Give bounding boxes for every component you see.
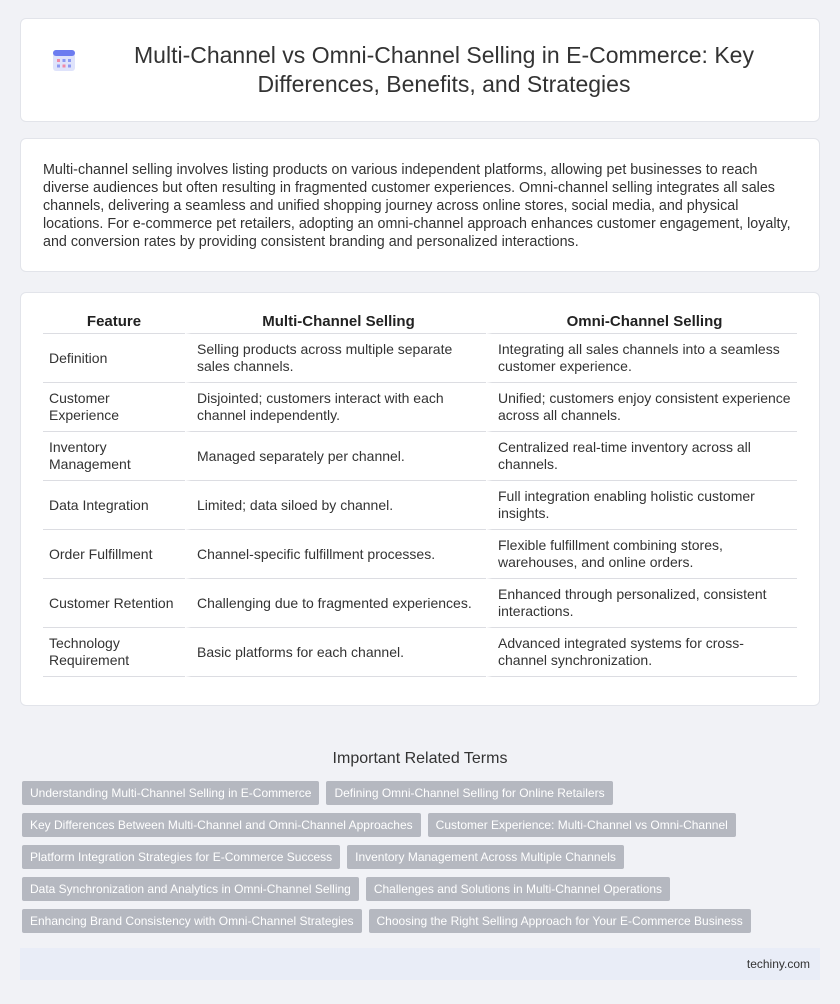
related-term-tag[interactable]: Choosing the Right Selling Approach for Your E-Commerce Business xyxy=(369,909,751,933)
feature-cell: Inventory Management xyxy=(43,432,185,481)
feature-cell: Technology Requirement xyxy=(43,628,185,677)
related-term-tag[interactable]: Platform Integration Strategies for E-Commerce Success xyxy=(22,845,340,869)
header-feature: Feature xyxy=(43,307,185,334)
related-term-tag[interactable]: Defining Omni-Channel Selling for Online Retailers xyxy=(326,781,612,805)
related-terms-list xyxy=(22,781,818,941)
page-footer xyxy=(20,948,820,980)
multi-channel-cell: Channel-specific fulfillment processes. xyxy=(185,530,486,579)
table-row xyxy=(43,334,797,383)
multi-channel-cell: Basic platforms for each channel. xyxy=(185,628,486,677)
feature-cell: Data Integration xyxy=(43,481,185,530)
multi-channel-cell: Selling products across multiple separate sales channels. xyxy=(185,334,486,383)
intro-paragraph: Multi-channel selling involves listing products on various independent platforms, allowing pet businesses to reach diverse audiences but often resulting in fragmented customer experiences. Omni-channel selling integrates all sales channels, delivering a seamless and unified shopping journey across online stores, social media, and physical locations. For e-commerce pet retailers, adopting an omni-channel approach enhances customer engagement, loyalty, and conversion rates by providing consistent branding and personalized interactions. xyxy=(43,162,791,250)
related-term-tag[interactable]: Customer Experience: Multi-Channel vs Omni-Channel xyxy=(428,813,736,837)
feature-cell: Definition xyxy=(43,334,185,383)
related-term-tag[interactable]: Challenges and Solutions in Multi-Channel Operations xyxy=(366,877,670,901)
omni-channel-cell: Centralized real-time inventory across all channels. xyxy=(486,432,797,481)
table-row xyxy=(43,481,797,530)
header-multi-channel: Multi-Channel Selling xyxy=(185,307,486,334)
multi-channel-cell: Disjointed; customers interact with each channel independently. xyxy=(185,383,486,432)
multi-channel-cell: Managed separately per channel. xyxy=(185,432,486,481)
related-term-tag[interactable]: Understanding Multi-Channel Selling in E-Commerce xyxy=(22,781,319,805)
table-row xyxy=(43,628,797,677)
footer-site-link[interactable]: techiny.com xyxy=(746,957,810,971)
related-term-tag[interactable]: Data Synchronization and Analytics in Omni-Channel Selling xyxy=(22,877,359,901)
omni-channel-cell: Unified; customers enjoy consistent experience across all channels. xyxy=(486,383,797,432)
omni-channel-cell: Advanced integrated systems for cross-channel synchronization. xyxy=(486,628,797,677)
related-term-tag[interactable]: Inventory Management Across Multiple Channels xyxy=(347,845,624,869)
table-row xyxy=(43,530,797,579)
comparison-table xyxy=(43,307,797,677)
page-title: Multi-Channel vs Omni-Channel Selling in E-Commerce: Key Differences, Benefits, and Strategies xyxy=(134,42,754,97)
omni-channel-cell: Full integration enabling holistic customer insights. xyxy=(486,481,797,530)
header-omni-channel: Omni-Channel Selling xyxy=(486,307,797,334)
feature-cell: Customer Retention xyxy=(43,579,185,628)
intro-card xyxy=(20,138,820,272)
omni-channel-cell: Flexible fulfillment combining stores, warehouses, and online orders. xyxy=(486,530,797,579)
page-header xyxy=(20,18,820,122)
multi-channel-cell: Limited; data siloed by channel. xyxy=(185,481,486,530)
table-row xyxy=(43,432,797,481)
comparison-card xyxy=(20,292,820,706)
omni-channel-cell: Enhanced through personalized, consistent interactions. xyxy=(486,579,797,628)
feature-cell: Order Fulfillment xyxy=(43,530,185,579)
feature-cell: Customer Experience xyxy=(43,383,185,432)
table-row xyxy=(43,383,797,432)
table-header-row xyxy=(43,307,797,334)
related-terms-title: Important Related Terms xyxy=(332,750,508,767)
table-row xyxy=(43,579,797,628)
related-term-tag[interactable]: Enhancing Brand Consistency with Omni-Channel Strategies xyxy=(22,909,362,933)
omni-channel-cell: Integrating all sales channels into a seamless customer experience. xyxy=(486,334,797,383)
multi-channel-cell: Challenging due to fragmented experiences. xyxy=(185,579,486,628)
calendar-grid-icon xyxy=(51,47,77,73)
related-term-tag[interactable]: Key Differences Between Multi-Channel and Omni-Channel Approaches xyxy=(22,813,421,837)
